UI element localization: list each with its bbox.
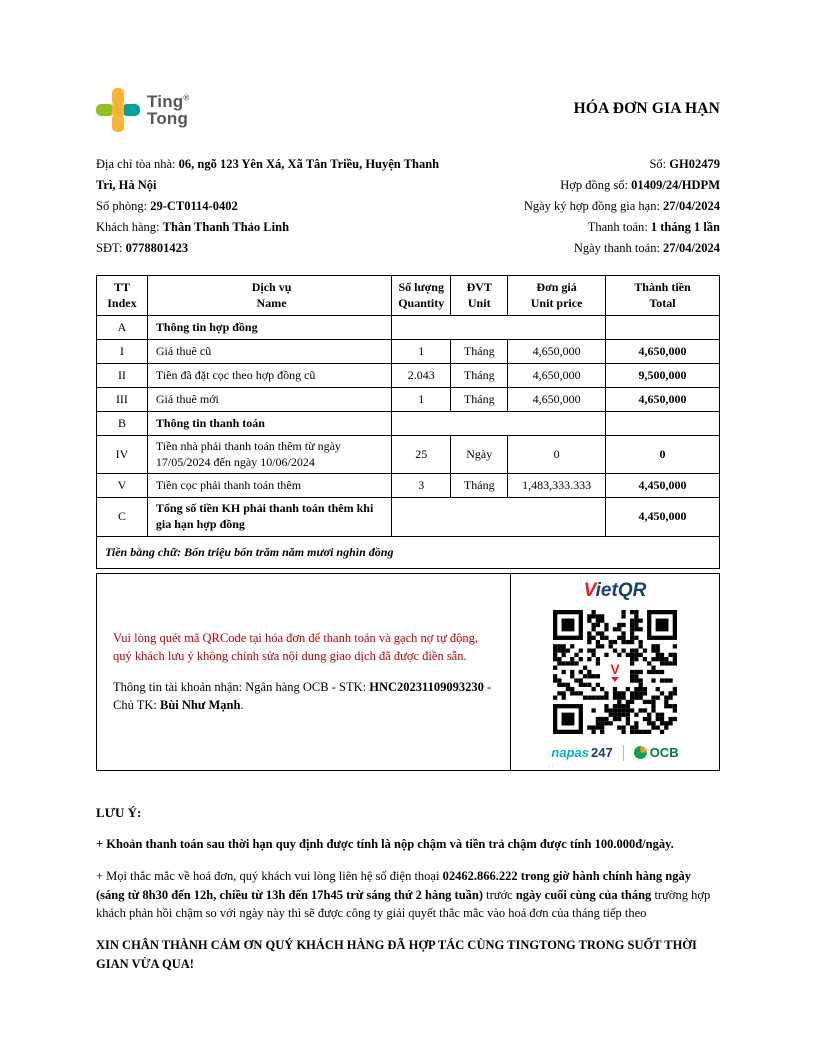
table-row xyxy=(97,474,720,498)
page-title: HÓA ĐƠN GIA HẠN xyxy=(573,100,720,117)
cell-total: 4,650,000 xyxy=(605,340,719,364)
header-tt: TT Index xyxy=(97,276,148,316)
cell-unit: Tháng xyxy=(451,340,508,364)
tingtong-logo xyxy=(96,88,189,132)
footer-notes xyxy=(96,803,720,974)
table-row xyxy=(97,340,720,364)
building-address-line xyxy=(96,154,446,196)
amount-in-words: Tiền bằng chữ: Bốn triệu bốn trăm năm mươi nghìn đồng xyxy=(97,536,720,568)
info-left-column xyxy=(96,154,446,259)
contract-sign-date-label: Ngày ký hợp đồng gia hạn: xyxy=(523,199,664,213)
logo-line2: Tong xyxy=(147,109,189,128)
cell-total xyxy=(605,316,719,340)
invoice-number-label: Số: xyxy=(649,157,670,171)
customer-value: Thân Thanh Thảo Linh xyxy=(162,220,290,234)
cell-unit: Tháng xyxy=(451,364,508,388)
cell-total: 9,500,000 xyxy=(605,364,719,388)
cell-name: Tổng số tiền KH phải thanh toán thêm khi gia hạn hợp đồng xyxy=(147,498,391,536)
cell-price: 1,483,333.333 xyxy=(508,474,606,498)
cell-total xyxy=(605,412,719,436)
cell-unit: Tháng xyxy=(451,388,508,412)
cell-price: 4,650,000 xyxy=(508,340,606,364)
qr-red-note: Vui lòng quét mã QRCode tại hóa đơn để thanh toán và gạch nợ tự động, quý khách lưu ý không chỉnh sửa nội dung giao dịch đã được điền sẵn. xyxy=(113,630,479,663)
logo-line1: Ting xyxy=(147,92,184,111)
qr-code-panel xyxy=(511,574,719,770)
cell-total: 4,650,000 xyxy=(605,388,719,412)
cell-qty: 1 xyxy=(392,388,451,412)
cell-tt: IV xyxy=(97,436,148,474)
cell-name: Thông tin thanh toán xyxy=(147,412,391,436)
phone-label: SĐT: xyxy=(96,241,126,255)
cell-qty: 1 xyxy=(392,340,451,364)
qr-payment-box xyxy=(96,573,720,771)
phone-value: 0778801423 xyxy=(125,241,189,255)
invoice-info xyxy=(96,154,720,259)
payment-terms-label: Thanh toán: xyxy=(587,220,651,234)
cell-name: Tiền cọc phải thanh toán thêm xyxy=(147,474,391,498)
table-row-total-c xyxy=(97,498,720,536)
cell-qty: 25 xyxy=(392,436,451,474)
partner-separator xyxy=(623,745,624,761)
contract-sign-date-line xyxy=(446,196,720,217)
contact-note: + Mọi thắc mắc về hoá đơn, quý khách vui lòng liên hệ số điện thoại 02462.866.222 trong giờ hành chính hàng ngày (sáng từ 8h30 đến 12h, chiều từ 13h đến 17h45 trừ sáng thứ 2 hàng tuần) trước ngày cuối cùng của tháng trường hợp khách phản hồi chậm so với ngày này thì sẽ được công ty giải quyết thắc mắc vào hoá đơn của tháng tiếp theo xyxy=(96,868,711,921)
cell-tt: A xyxy=(97,316,148,340)
room-number-value: 29-CT0114-0402 xyxy=(150,199,238,213)
tingtong-pinwheel-icon xyxy=(96,88,140,132)
cell-tt: II xyxy=(97,364,148,388)
cell-unit: Tháng xyxy=(451,474,508,498)
cell-tt: III xyxy=(97,388,148,412)
cell-qty: 3 xyxy=(392,474,451,498)
vietqr-logo: VietQR xyxy=(583,579,647,601)
deadline-phrase: ngày cuối cùng của tháng xyxy=(515,887,652,902)
building-address-value: 06, ngõ 123 Yên Xá, Xã Tân Triều, Huyện Thanh Trì, Hà Nội xyxy=(96,157,440,192)
cell-tt: B xyxy=(97,412,148,436)
cell-tt: V xyxy=(97,474,148,498)
account-holder: Bùi Như Mạnh xyxy=(160,698,241,713)
invoice-number-line xyxy=(446,154,720,175)
cell-tt: I xyxy=(97,340,148,364)
table-row xyxy=(97,388,720,412)
payment-terms-line xyxy=(446,217,720,238)
invoice-table xyxy=(96,275,720,569)
cell-name: Tiền đã đặt cọc theo hợp đồng cũ xyxy=(147,364,391,388)
thank-you-message: XIN CHÂN THÀNH CẢM ƠN QUÝ KHÁCH HÀNG ĐÃ HỢP TÁC CÙNG TINGTONG TRONG SUỐT THỜI GIAN VỪA QUA! xyxy=(96,938,697,971)
payment-terms-value: 1 tháng 1 lần xyxy=(650,220,720,234)
account-info-line: Thông tin tài khoản nhận: Ngân hàng OCB - STK: HNC20231109093230 - Chủ TK: Bùi Như Mạnh. xyxy=(113,680,492,713)
cell-merged xyxy=(392,498,606,536)
cell-name: Giá thuê mới xyxy=(147,388,391,412)
cell-qty: 2.043 xyxy=(392,364,451,388)
qr-instructions xyxy=(97,574,511,770)
contract-number-value: 01409/24/HDPM xyxy=(631,178,720,192)
building-address-label: Địa chỉ tòa nhà: xyxy=(96,157,179,171)
cell-name: Tiền nhà phải thanh toán thêm từ ngày 17/05/2024 đến ngày 10/06/2024 xyxy=(147,436,391,474)
payment-date-line xyxy=(446,238,720,259)
ocb-logo: OCB xyxy=(634,745,679,760)
notes-title: LƯU Ý: xyxy=(96,804,142,820)
payment-partners xyxy=(551,745,678,761)
qr-code xyxy=(553,610,677,734)
payment-date-label: Ngày thanh toán: xyxy=(573,241,664,255)
cell-tt: C xyxy=(97,498,148,536)
table-header-row xyxy=(97,276,720,316)
cell-total: 0 xyxy=(605,436,719,474)
amount-in-words-row xyxy=(97,536,720,568)
tingtong-wordmark xyxy=(147,93,189,127)
cell-price: 4,650,000 xyxy=(508,388,606,412)
room-number-line xyxy=(96,196,446,217)
header-total: Thành tiền Total xyxy=(605,276,719,316)
table-row-section-a xyxy=(97,316,720,340)
table-row xyxy=(97,436,720,474)
cell-merged xyxy=(392,316,606,340)
vietqr-center-icon: V xyxy=(602,659,628,685)
invoice-number-value: GH02479 xyxy=(669,157,720,171)
contract-number-label: Hợp đồng số: xyxy=(560,178,632,192)
cell-total: 4,450,000 xyxy=(605,498,719,536)
cell-total: 4,450,000 xyxy=(605,474,719,498)
contract-sign-date-value: 27/04/2024 xyxy=(663,199,720,213)
late-payment-note: + Khoản thanh toán sau thời hạn quy định được tính là nộp chậm và tiền trả chậm được tính 100.000đ/ngày. xyxy=(96,837,674,852)
table-row xyxy=(97,364,720,388)
header-unit: ĐVT Unit xyxy=(451,276,508,316)
payment-date-value: 27/04/2024 xyxy=(663,241,720,255)
cell-price: 4,650,000 xyxy=(508,364,606,388)
account-number: HNC20231109093230 xyxy=(369,680,484,695)
napas-logo: napas 247 xyxy=(551,745,613,761)
room-number-label: Số phòng: xyxy=(96,199,151,213)
phone-line xyxy=(96,238,446,259)
header-quantity: Số lượng Quantity xyxy=(392,276,451,316)
info-right-column xyxy=(446,154,720,259)
hotline-hours: 02462.866.222 trong giờ hành chính hàng ngày (sáng từ 8h30 đến 12h, chiều từ 13h đến 17h45 trừ sáng thứ 2 hàng tuần) xyxy=(96,868,691,902)
header-unit-price: Đơn giá Unit price xyxy=(508,276,606,316)
cell-merged xyxy=(392,412,606,436)
contract-number-line xyxy=(446,175,720,196)
customer-label: Khách hàng: xyxy=(96,220,163,234)
cell-name: Thông tin hợp đồng xyxy=(147,316,391,340)
cell-price: 0 xyxy=(508,436,606,474)
registered-mark: ® xyxy=(183,93,190,103)
customer-line xyxy=(96,217,446,238)
cell-unit: Ngày xyxy=(451,436,508,474)
table-row-section-b xyxy=(97,412,720,436)
header xyxy=(96,88,720,132)
cell-name: Giá thuê cũ xyxy=(147,340,391,364)
header-service: Dịch vụ Name xyxy=(147,276,391,316)
ocb-circle-icon xyxy=(634,746,647,759)
